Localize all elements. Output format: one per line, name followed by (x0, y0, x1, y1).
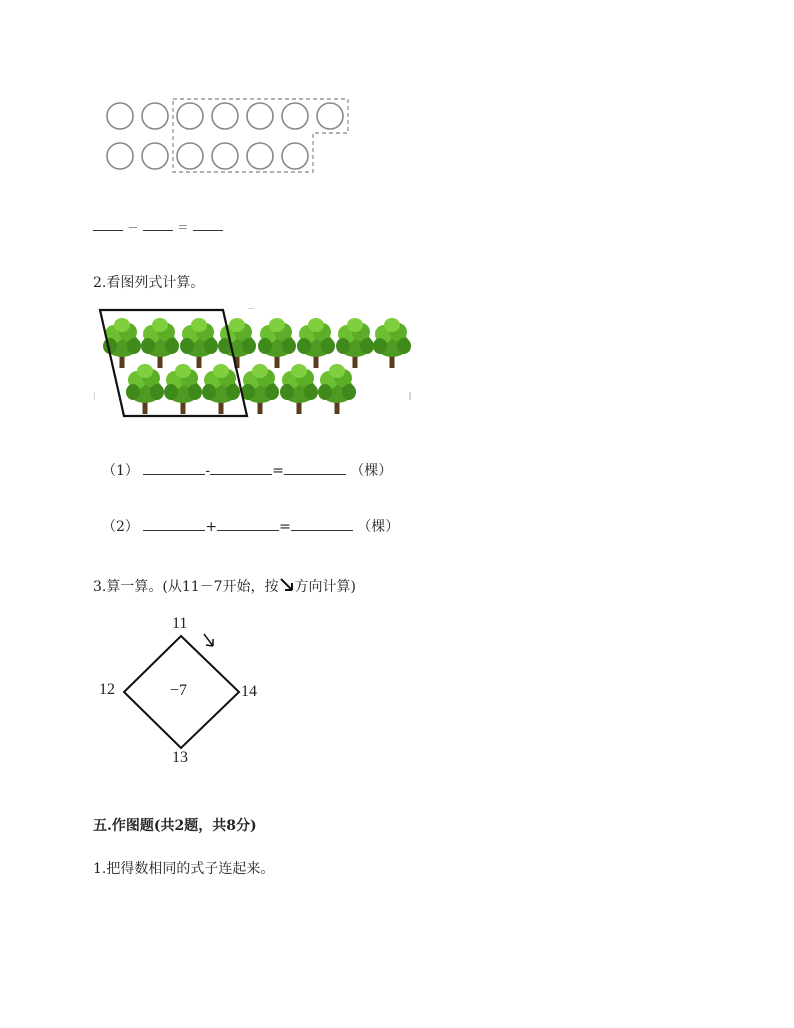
tree-icon (202, 364, 240, 414)
answer-blank[interactable] (143, 216, 173, 231)
operator: + (205, 519, 218, 535)
diamond-bottom-number: 13 (172, 749, 188, 766)
dashed-selection (173, 99, 348, 172)
tree-icon (373, 318, 411, 368)
answer-blank[interactable] (193, 216, 223, 231)
tree-icon (258, 318, 296, 368)
minus-sign: － (127, 221, 139, 234)
diamond-center-operation: −7 (170, 682, 188, 699)
circle (107, 143, 133, 169)
answer-blank[interactable] (291, 516, 353, 531)
q2-title: 2.看图列式计算。 (93, 275, 205, 291)
answer-blank[interactable] (143, 460, 205, 475)
tree-icon (164, 364, 202, 414)
operator: - (205, 463, 211, 479)
equals-sign: ＝ (177, 221, 189, 234)
circle (212, 103, 238, 129)
line-index: （2） (102, 519, 139, 535)
q1-equation (93, 216, 223, 235)
tree-icon (318, 364, 356, 414)
equals-sign: = (279, 519, 291, 535)
circle (247, 143, 273, 169)
circle (247, 103, 273, 129)
diamond-top-number: 11 (172, 615, 188, 632)
down-right-arrow-icon (279, 577, 295, 593)
circle (142, 103, 168, 129)
answer-blank[interactable] (93, 216, 123, 231)
trees-figure (94, 308, 414, 426)
answer-blank[interactable] (210, 460, 272, 475)
answer-blank[interactable] (143, 516, 205, 531)
circle (142, 143, 168, 169)
circle (282, 103, 308, 129)
unit-label: （棵） (357, 519, 400, 535)
tree-icon (241, 364, 279, 414)
q3-title: 3.算一算。(从11－7开始，按 方向计算) (93, 579, 357, 595)
tree-icon (297, 318, 335, 368)
q2-line-2 (102, 516, 399, 536)
tree-icon (126, 364, 164, 414)
section5-q1: 1.把得数相同的式子连起来。 (93, 861, 275, 877)
circle (212, 143, 238, 169)
tree-icon (141, 318, 179, 368)
diamond-left-number: 12 (99, 681, 115, 698)
tree-icon (180, 318, 218, 368)
circle (177, 143, 203, 169)
circle (317, 103, 343, 129)
section-heading: 五.作图题(共2题，共8分) (93, 818, 257, 834)
equals-sign: = (272, 463, 284, 479)
circle (107, 103, 133, 129)
tree-icon (280, 364, 318, 414)
answer-blank[interactable] (217, 516, 279, 531)
circle (282, 143, 308, 169)
diamond-right-number: 14 (241, 683, 257, 700)
tree-icon (336, 318, 374, 368)
circle (177, 103, 203, 129)
circles-figure (100, 96, 352, 176)
unit-label: （棵） (350, 463, 393, 479)
tree-icon (218, 318, 256, 368)
answer-blank[interactable] (284, 460, 346, 475)
tree-icon (103, 318, 141, 368)
line-index: （1） (102, 463, 139, 479)
direction-arrow-icon (204, 634, 213, 646)
q2-line-1 (102, 460, 392, 480)
